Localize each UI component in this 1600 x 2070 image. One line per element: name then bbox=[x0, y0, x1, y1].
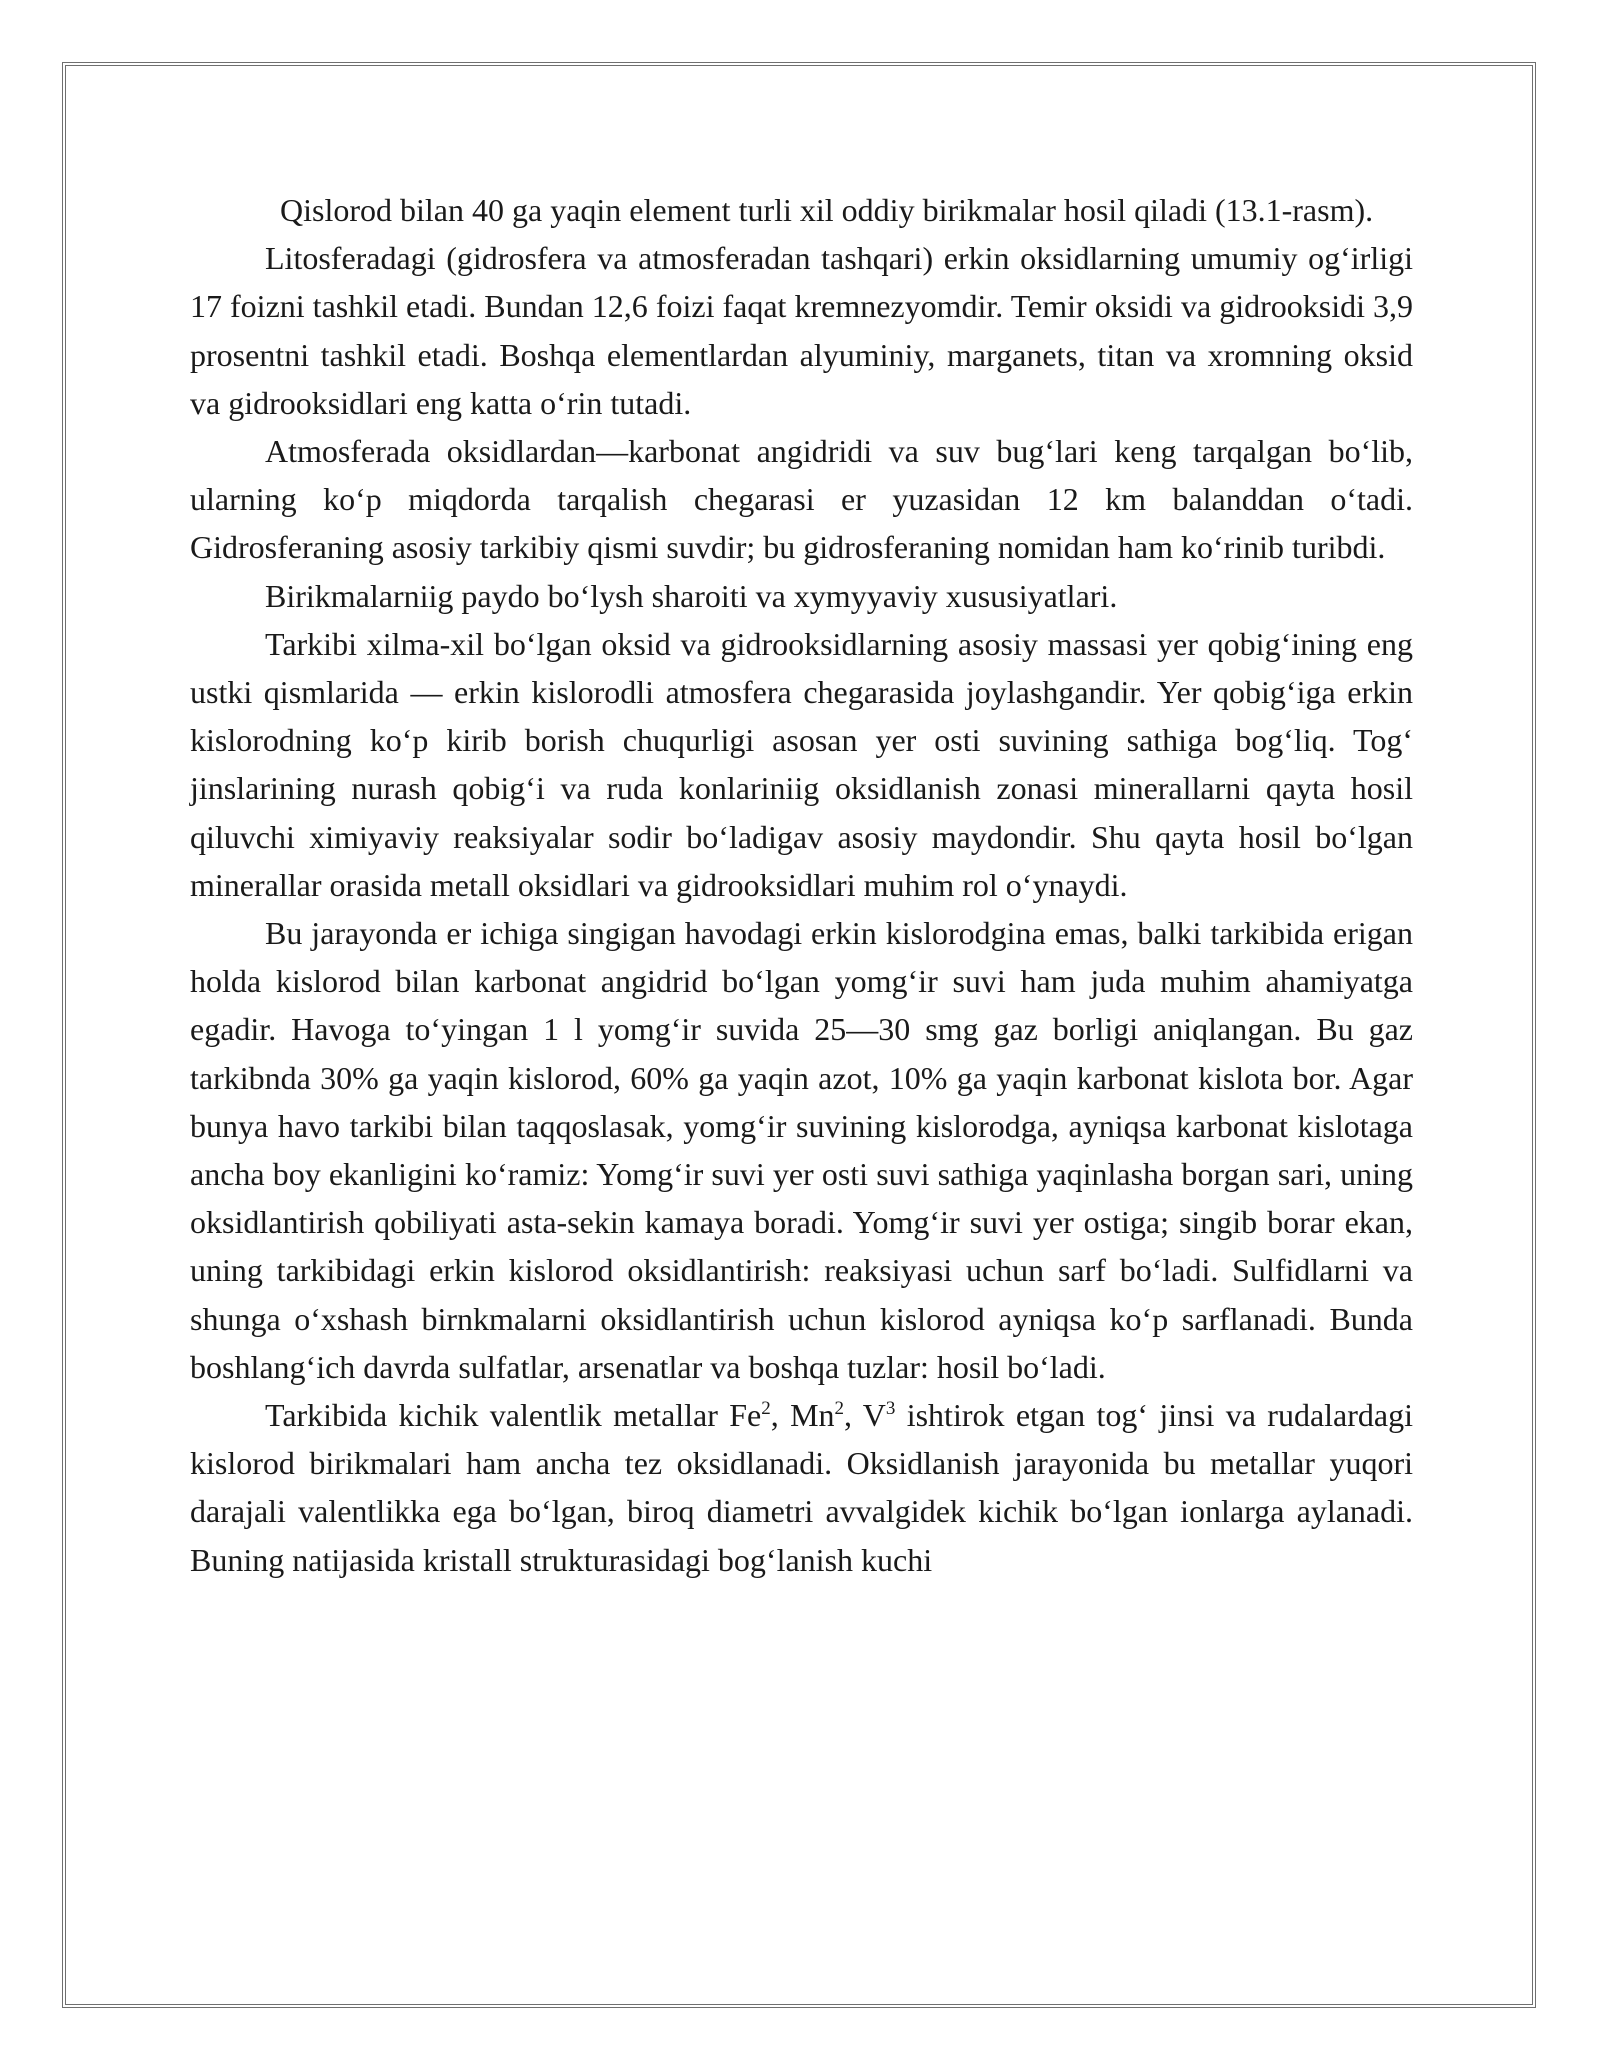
paragraph-7-text-b: , Mn bbox=[770, 1397, 835, 1434]
paragraph-7-text-d: ishtirok etgan tog‘ jinsi va rudalardagi kislorod birikmalari ham ancha tez oksidlanadi. Oksidlanish jarayonida bu metallar yuqori darajali valentlikka ega bo‘lgan, biroq diametri avvalgidek kichik bo‘lgan ionlarga aylanadi. Buning natijasida kristall strukturasidagi bog‘lanish kuchi bbox=[190, 1397, 1414, 1578]
paragraph-1: Qislorod bilan 40 ga yaqin element turli xil oddiy birikmalar hosil qiladi (13.1-rasm). bbox=[280, 192, 1374, 228]
superscript-v: 3 bbox=[885, 1398, 896, 1420]
paragraph-6: Bu jarayonda er ichiga singigan havodagi erkin kislorodgina emas, balki tarkibida erigan holda kislorod bilan karbonat angidrid bo‘lgan yomg‘ir suvi ham juda muhim ahamiyatga egadir. Havoga to‘yingan 1 l yomg‘ir suvida 25—30 smg gaz borligi aniqlangan. Bu gaz tarkibnda 30% ga yaqin kislorod, 60% ga yaqin azot, 10% ga yaqin karbonat kislota bor. Agar bunya havo tarkibi bilan taqqoslasak, yomg‘ir suvining kislorodga, ayniqsa karbonat kislotaga ancha boy ekanligini ko‘ramiz: Yomg‘ir suvi yer osti suvi sathiga yaqinlasha borgan sari, uning oksidlantirish qobiliyati asta-sekin kamaya boradi. Yomg‘ir suvi yer ostiga; singib borar ekan, uning tarkibidagi erkin kislorod oksidlantirish: reaksiyasi uchun sarf bo‘ladi. Sulfidlarni va shunga o‘xshash birnkmalarni oksidlantirish uchun kislorod ayniqsa ko‘p sarflanadi. Bunda boshlang‘ich davrda sulfatlar, arsenatlar va boshqa tuzlar: hosil bo‘ladi. bbox=[190, 915, 1413, 1385]
superscript-fe: 2 bbox=[761, 1398, 771, 1420]
paragraph-2: Litosferadagi (gidrosfera va atmosferadan tashqari) erkin oksidlarning umumiy og‘irligi 17 foizni tashkil etadi. Bundan 12,6 foizi faqat kremnezyomdir. Temir oksidi va gidrooksidi 3,9 prosentni tashkil etadi. Boshqa elementlardan alyuminiy, marganets, titan va xromning oksid va gidrooksidlari eng katta o‘rin tutadi. bbox=[190, 240, 1413, 421]
superscript-mn: 2 bbox=[834, 1398, 845, 1420]
paragraph-7-text-c: , V bbox=[844, 1397, 886, 1434]
paragraph-4: Birikmalarniig paydo bo‘lysh sharoiti va xymyyaviy xususiyatlari. bbox=[265, 577, 1118, 614]
paragraph-3: Atmosferada oksidlardan—karbonat angidridi va suv bug‘lari keng tarqalgan bo‘lib, ularning ko‘p miqdorda tarqalish chegarasi er yuzasidan 12 km balanddan o‘tadi. Gidrosferaning asosiy tarkibiy qismi suvdir; bu gidrosferaning nomidan ham ko‘rinib turibdi. bbox=[190, 433, 1413, 566]
paragraph-5: Tarkibi xilma-xil bo‘lgan oksid va gidrooksidlarning asosiy massasi yer qobig‘ining eng ustki qismlarida — erkin kislorodli atmosfera chegarasida joylashgandir. Yer qobig‘iga erkin kislorodning ko‘p kirib borish chuqurligi asosan yer osti suvining sathiga bog‘liq. Tog‘ jinslarining nurash qobig‘i va ruda konlariniig oksidlanish zonasi minerallarni qayta hosil qiluvchi ximiyaviy reaksiyalar sodir bo‘ladigav asosiy maydondir. Shu qayta hosil bo‘lgan minerallar orasida metall oksidlari va gidrooksidlari muhim rol o‘ynaydi. bbox=[190, 625, 1413, 903]
paragraph-7 bbox=[190, 1391, 1413, 1584]
paragraph-7-text-a: Tarkibida kichik valentlik metallar Fe bbox=[265, 1397, 762, 1434]
document-body bbox=[190, 186, 1413, 1584]
